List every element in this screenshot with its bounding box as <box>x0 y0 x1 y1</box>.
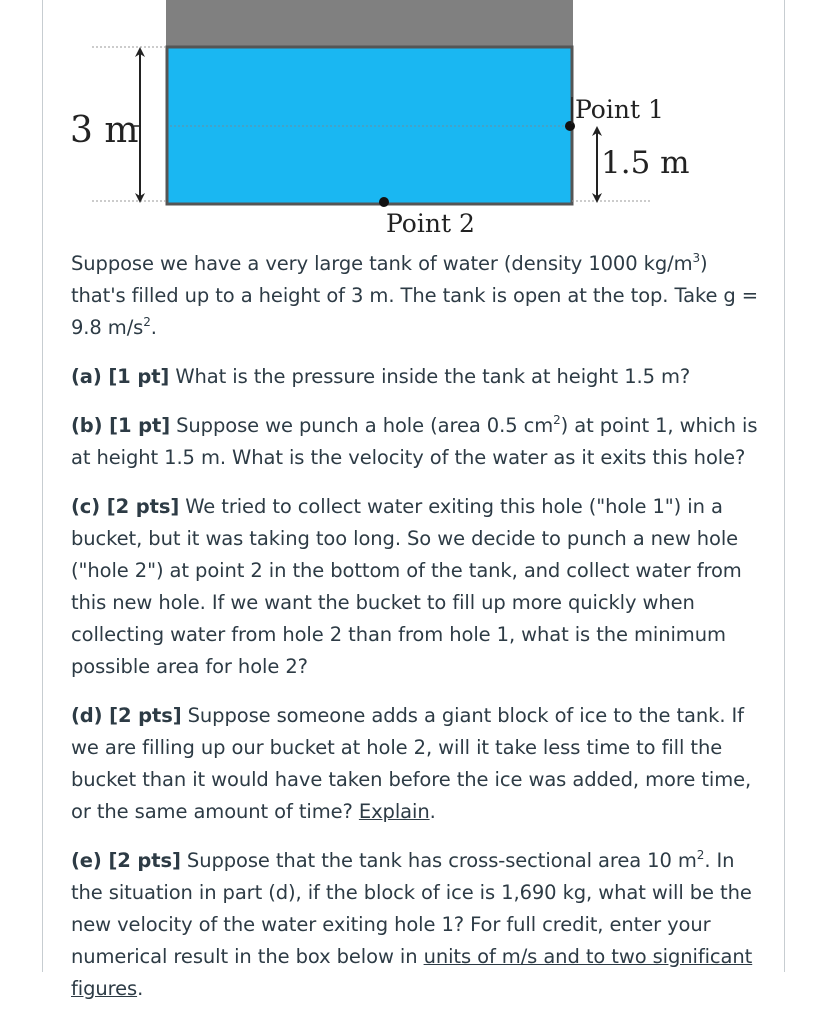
explain-underlined-text: Explain <box>358 800 430 823</box>
point-1-marker <box>565 121 575 131</box>
tank-empty-region <box>166 0 573 48</box>
part-c-text: We tried to collect water exiting this hole ("hole 1") in a bucket, but it was taking too long. So we decide to punch a new hole ("hole 2") at point 2 in the bottom of the tank, and collect water from this new hole. If we want the bucket to fill up more quickly when collecting water from hole 2 than from hole 1, what is the minimum possible area for hole 2? <box>71 495 742 678</box>
intro-text-3: . <box>150 316 157 339</box>
part-a-label: (a) [1 pt] <box>71 365 170 388</box>
intro-text-2: ) that's filled up to a height of 3 m. The tank is open at the top. Take g = 9.8 m/s <box>71 252 759 339</box>
point-1-label: Point 1 <box>575 95 664 124</box>
tank-diagram <box>0 0 836 245</box>
point-2-label: Point 2 <box>386 209 475 238</box>
part-d-end: . <box>429 800 436 823</box>
part-b-label: (b) [1 pt] <box>71 414 171 437</box>
part-e-label: (e) [2 pts] <box>71 849 181 872</box>
question-text <box>71 248 761 1022</box>
part-e-superscript: 2 <box>696 848 705 862</box>
part-e-text-2: . In the situation in part (d), if the block of ice is 1,690 kg, what will be the new velocity of the water exiting hole 1? For full credit, enter your numerical result in the box below in <box>71 849 752 968</box>
point-2-marker <box>379 197 389 207</box>
intro-paragraph <box>71 248 761 344</box>
part-b-text-1: Suppose we punch a hole (area 0.5 cm <box>170 414 554 437</box>
part-e-text-1: Suppose that the tank has cross-sectional area 10 m <box>180 849 697 872</box>
intro-text-1: Suppose we have a very large tank of water (density 1000 kg/m <box>71 252 693 275</box>
part-e-end: . <box>137 977 144 1000</box>
part-c-label: (c) [2 pts] <box>71 495 180 518</box>
part-a <box>71 361 761 393</box>
intro-superscript-2: 2 <box>143 315 151 329</box>
part-b <box>71 410 761 474</box>
height-1-5m-label: 1.5 m <box>601 145 690 181</box>
part-c <box>71 491 761 683</box>
part-d <box>71 700 761 828</box>
part-d-label: (d) [2 pts] <box>71 704 182 727</box>
part-b-text-2: ) at point 1, which is at height 1.5 m. What is the velocity of the water as it exits this hole? <box>71 414 758 469</box>
part-d-text: Suppose someone adds a giant block of ice to the tank. If we are filling up our bucket at hole 2, will it take less time to fill the bucket than it would have taken before the ice was added, more time, or the same amount of time? <box>71 704 752 823</box>
part-e <box>71 845 761 1005</box>
part-a-text: What is the pressure inside the tank at height 1.5 m? <box>169 365 691 388</box>
part-b-superscript: 2 <box>553 413 561 427</box>
intro-superscript-1: 3 <box>692 251 701 265</box>
height-3m-label: 3 m <box>70 110 139 151</box>
units-underlined-text: units of m/s and to two significant figures <box>71 945 753 1000</box>
